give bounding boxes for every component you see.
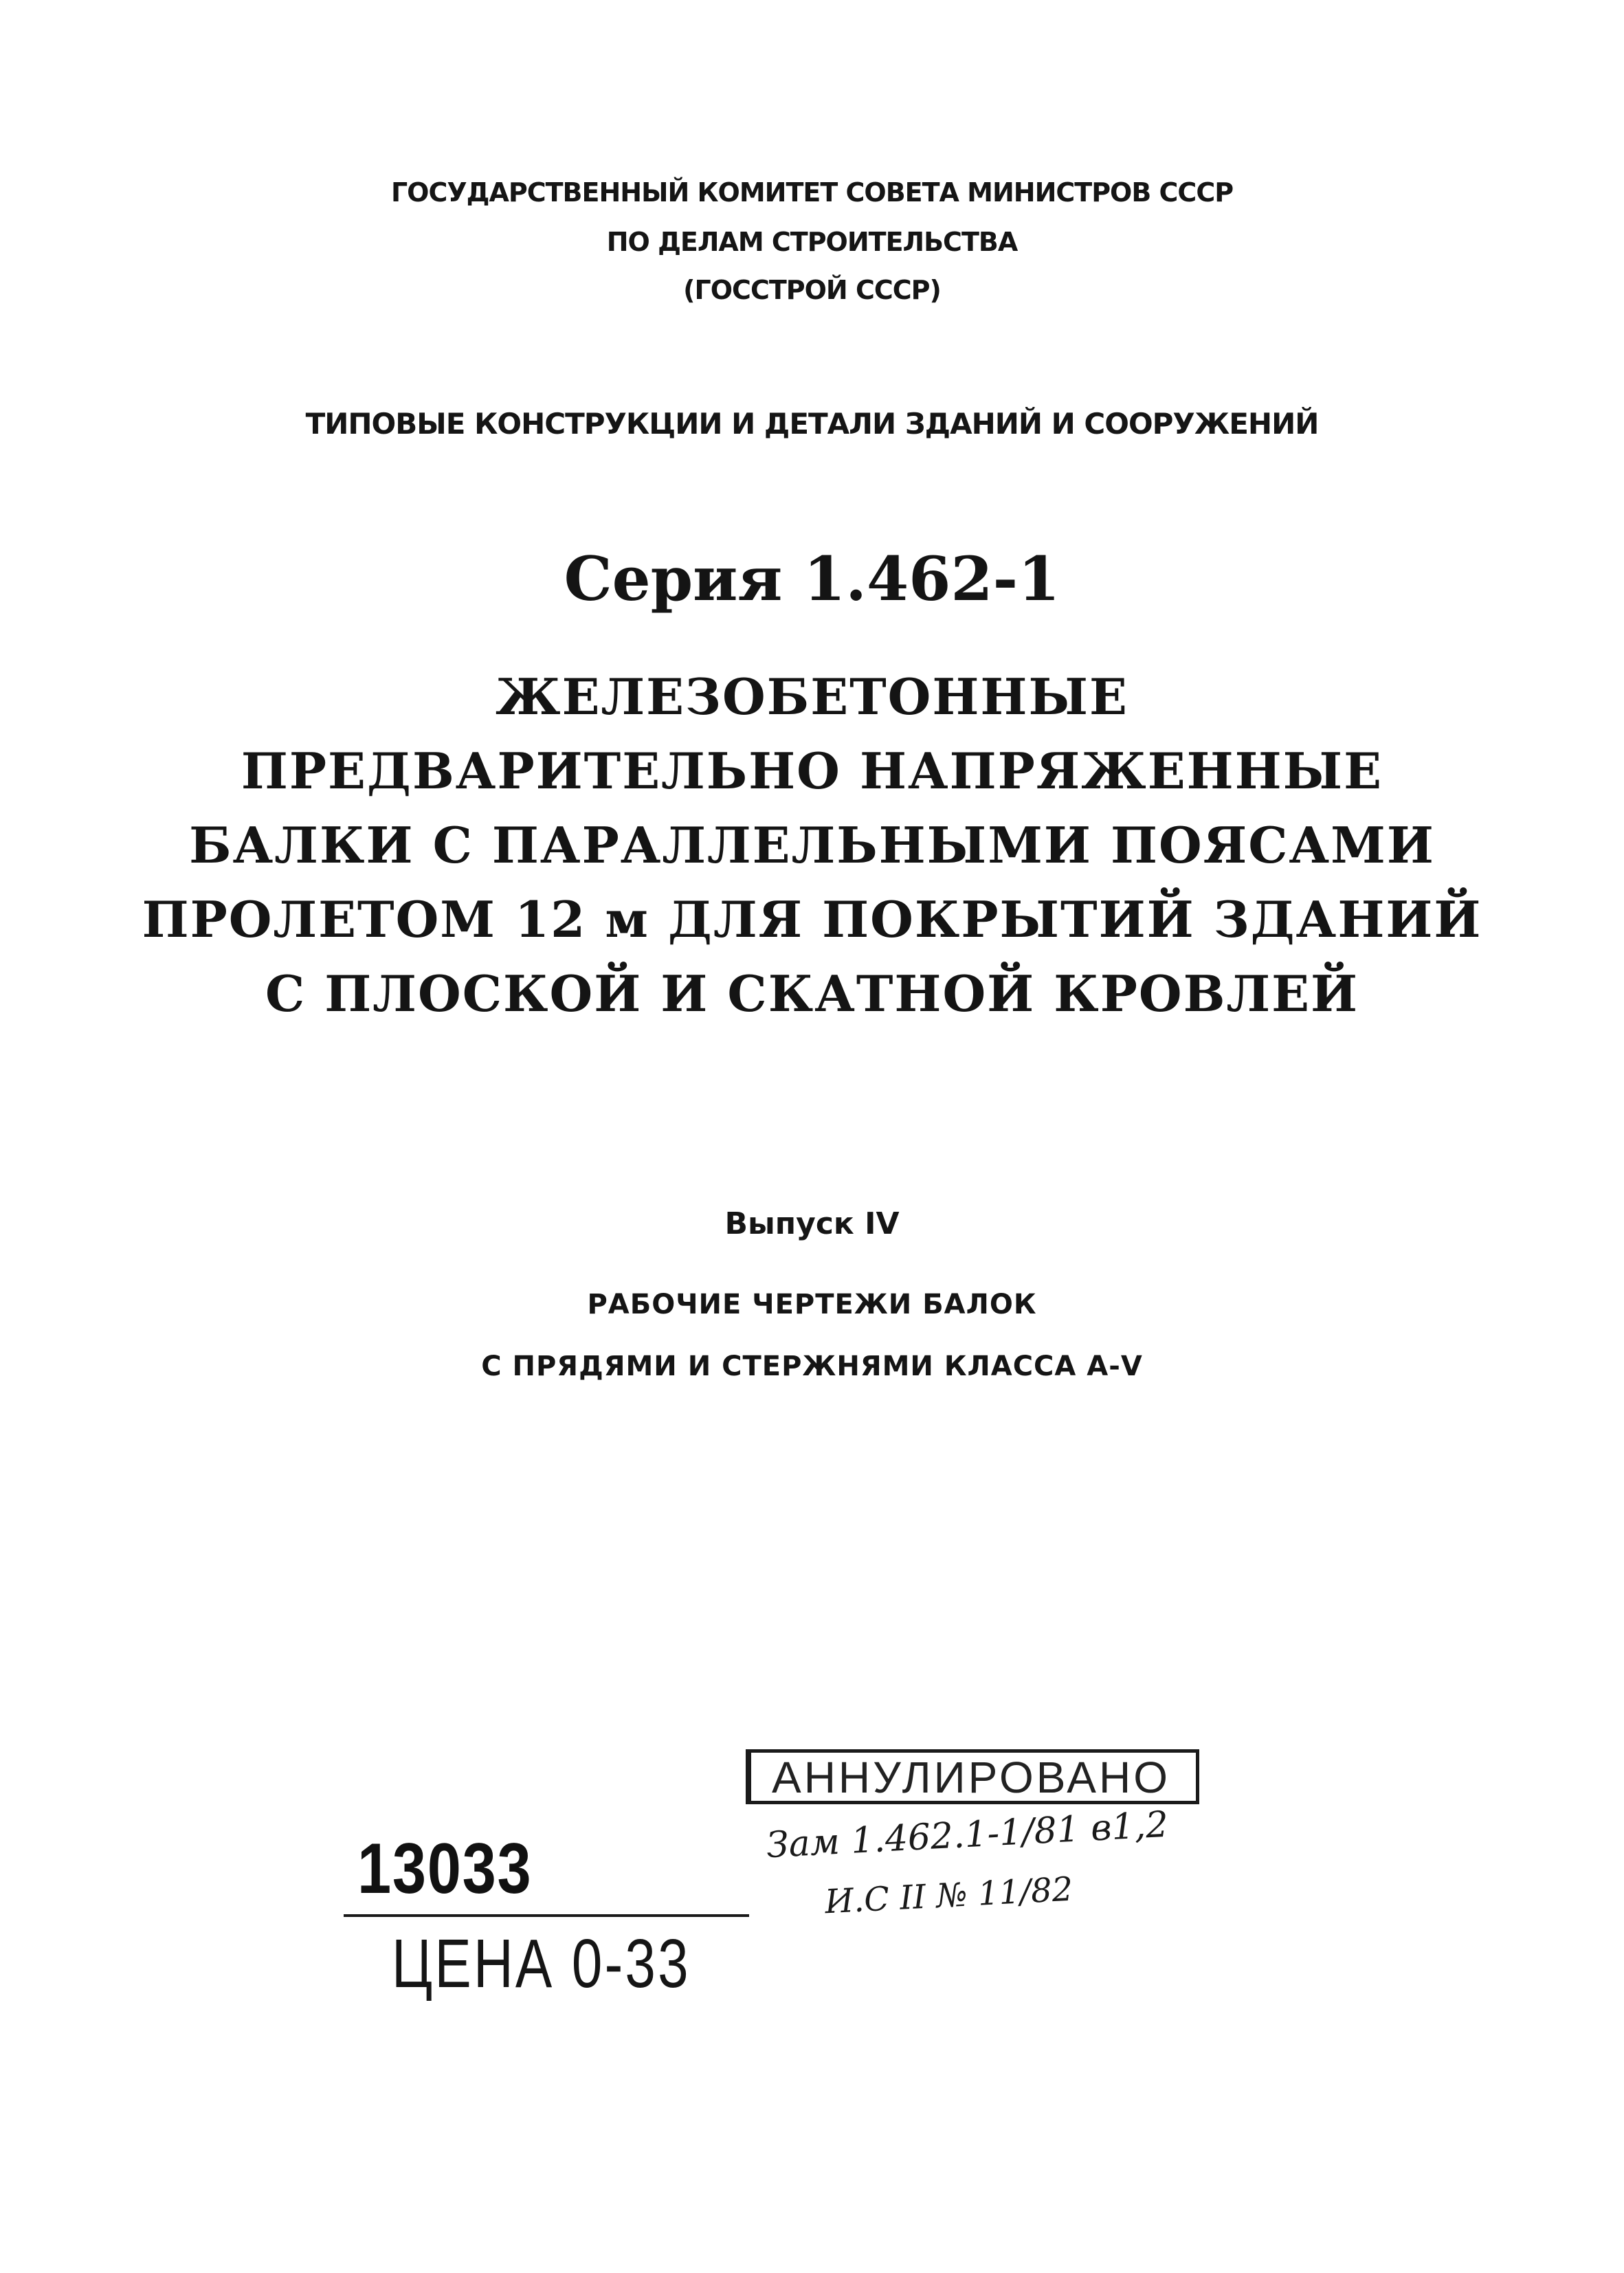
subtitle-line-1: РАБОЧИЕ ЧЕРТЕЖИ БАЛОК	[587, 1289, 1037, 1320]
header-department-line: ПО ДЕЛАМ СТРОИТЕЛЬСТВА	[606, 227, 1018, 257]
inventory-number: 13033	[357, 1829, 533, 1909]
price-label: ЦЕНА 0-33	[392, 1925, 691, 2002]
subtitle-line-2: С ПРЯДЯМИ И СТЕРЖНЯМИ КЛАССА А-V	[481, 1351, 1143, 1382]
price-divider	[344, 1914, 749, 1917]
handwritten-replacement-note: Зам 1.462.1-1/81 в1,2	[765, 1804, 1170, 1867]
main-title-line-1: ЖЕЛЕЗОБЕТОННЫЕ	[496, 667, 1128, 726]
series-number: Серия 1.462-1	[564, 543, 1060, 614]
main-title-line-3: БАЛКИ С ПАРАЛЛЕЛЬНЫМИ ПОЯСАМИ	[189, 816, 1435, 874]
collection-title: ТИПОВЫЕ КОНСТРУКЦИИ И ДЕТАЛИ ЗДАНИЙ И СООРУЖЕНИЙ	[305, 407, 1319, 441]
annulled-stamp	[746, 1749, 1199, 1804]
issue-number: Выпуск IV	[724, 1206, 900, 1241]
main-title-line-4: ПРОЛЕТОМ 12 м ДЛЯ ПОКРЫТИЙ ЗДАНИЙ	[142, 890, 1482, 949]
handwritten-index-note: И.С II № 11/82	[823, 1870, 1074, 1922]
annulled-stamp-text: АННУЛИРОВАНО	[772, 1753, 1170, 1801]
header-gosstroy-line: (ГОССТРОЙ СССР)	[683, 275, 941, 305]
main-title-line-2: ПРЕДВАРИТЕЛЬНО НАПРЯЖЕННЫЕ	[241, 742, 1383, 800]
header-committee-line: ГОСУДАРСТВЕННЫЙ КОМИТЕТ СОВЕТА МИНИСТРОВ СССР	[390, 177, 1234, 208]
main-title-line-5: С ПЛОСКОЙ И СКАТНОЙ КРОВЛЕЙ	[265, 964, 1359, 1023]
